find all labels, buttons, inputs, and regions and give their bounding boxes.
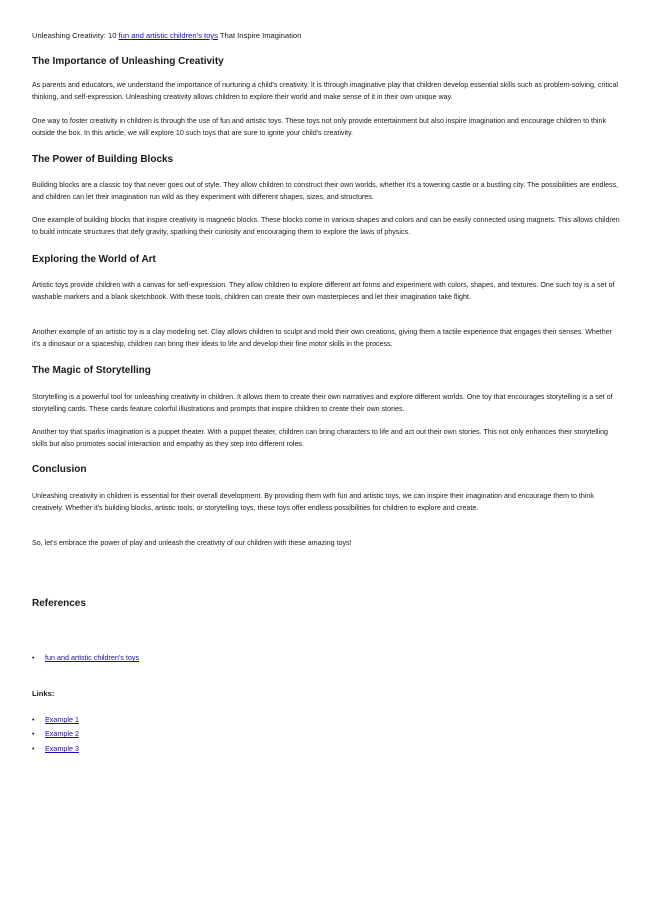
- example-1-link[interactable]: Example 1: [45, 715, 79, 724]
- links-label: Links:: [32, 689, 55, 698]
- section-paragraph: Another toy that sparks imagination is a puppet theater. With a puppet theater, children can bring characters to life and act out their own stories. This not only enhances their storytelling skills but also promotes social interaction and empathy as they step into different roles.: [32, 428, 608, 448]
- bullet: •: [32, 715, 35, 724]
- section-paragraph: One way to foster creativity in children is through the use of fun and artistic toys. These toys not only provide entertainment but also inspire imagination and encourage children to think outside the box. In this article, we will explore 10 such toys that are sure to ignite your child's creativity.: [32, 117, 606, 137]
- title-prefix: Unleashing Creativity: 10: [32, 31, 119, 40]
- section-paragraph: Building blocks are a classic toy that never goes out of style. They allow children to construct their own worlds, whether it's a towering castle or a bustling city. The possibilities are endless, and children can let their imagination run wild as they experiment with different shapes, sizes, and structures.: [32, 181, 619, 201]
- example-2-link[interactable]: Example 2: [45, 729, 79, 738]
- section-paragraph: Unleashing creativity in children is essential for their overall development. By providing them with fun and artistic toys, we can inspire their imagination and encourage them to think creatively. Whether it's building blocks, artistic tools, or storytelling toys, these toys offer endless possibilities for children to explore and create.: [32, 492, 594, 512]
- reference-toys-link[interactable]: fun and artistic children's toys: [45, 653, 140, 662]
- article-title-line: [32, 31, 301, 41]
- bullet: •: [32, 729, 35, 738]
- section-paragraph: Another example of an artistic toy is a clay modeling set. Clay allows children to sculpt and mold their own creations, giving them a tactile experience that engages their senses. Whether it's a dinosaur or a spaceship, children can bring their ideas to life and develop their fine motor skills in the process.: [32, 328, 613, 348]
- section-paragraph: Storytelling is a powerful tool for unleashing creativity in children. It allows them to create their own narratives and explore different worlds. One toy that encourages storytelling is a set of storytelling cards. These cards feature colorful illustrations and prompts that inspire children to create their own stories.: [32, 393, 613, 413]
- bullet: •: [32, 653, 35, 662]
- link-item: [32, 729, 79, 739]
- example-3-link[interactable]: Example 3: [45, 744, 79, 753]
- title-suffix: That Inspire Imagination: [217, 31, 302, 40]
- section-heading-art: Exploring the World of Art: [32, 254, 156, 265]
- reference-item: [32, 653, 139, 663]
- title-toys-link[interactable]: fun and artistic children's toys: [118, 31, 218, 40]
- section-paragraph: So, let's embrace the power of play and unleash the creativity of our children with these amazing toys!: [32, 539, 352, 547]
- section-paragraph: As parents and educators, we understand the importance of nurturing a child's creativity. It is through imaginative play that children develop essential skills such as problem-solving, critical thinking, and self-expression. Unleashing creativity allows children to explore their world and make sense of it in their own unique way.: [32, 81, 618, 101]
- section-paragraph: One example of building blocks that inspire creativity is magnetic blocks. These blocks come in various shapes and colors and can be easily connected using magnets. This allows children to build intricate structures that defy gravity, sparking their curiosity and encouraging them to explore the laws of physics.: [32, 216, 620, 236]
- link-item: [32, 715, 79, 725]
- references-heading: References: [32, 598, 86, 609]
- section-heading-storytelling: The Magic of Storytelling: [32, 365, 151, 376]
- section-heading-building-blocks: The Power of Building Blocks: [32, 154, 174, 165]
- section-heading-conclusion: Conclusion: [32, 464, 87, 475]
- section-paragraph: Artistic toys provide children with a canvas for self-expression. They allow children to explore different art forms and experiment with colors, shapes, and textures. One such toy is a set of washable markers and a blank sketchbook. With these tools, children can create their own masterpieces and let their imagination take flight.: [32, 281, 615, 301]
- link-item: [32, 744, 79, 754]
- bullet: •: [32, 744, 35, 753]
- section-heading-importance: The Importance of Unleashing Creativity: [32, 56, 224, 67]
